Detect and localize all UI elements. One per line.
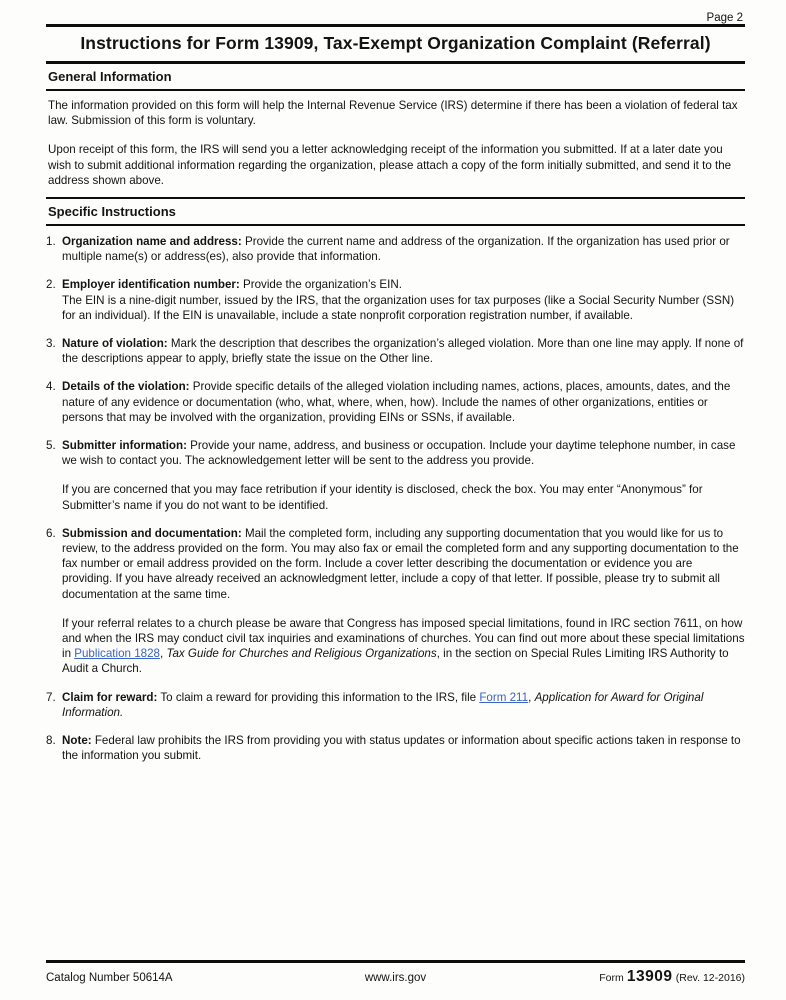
item-label: Organization name and address: [62,235,242,249]
item-body: , [528,690,535,704]
item-text [62,733,745,763]
form-title-italic: Application for Award for Original Information. [62,690,704,719]
item-body: Provide the organization’s EIN. [239,278,402,292]
item-label: Submission and documentation: [62,526,242,540]
item-label: Nature of violation: [62,337,168,351]
form-211-link[interactable]: Form 211 [479,690,529,704]
item-text [62,690,745,720]
item-number: 6. [46,526,56,540]
item-body: Provide the current name and address of the organization. If the organization has used prior or multiple name(s) or address(es), also provide that information. [62,235,730,264]
item-body: To claim a reward for providing this information to the IRS, file [157,690,480,704]
item-number: 3. [46,337,56,351]
section-heading-general-information: General Information [48,69,172,84]
item-label: Note: [62,734,92,748]
form-revision: (Rev. 12-2016) [675,972,745,984]
instruction-item-2 [46,277,745,323]
catalog-number: Catalog Number 50614A [46,972,173,984]
item-body: , [159,647,167,661]
item-text [62,438,745,468]
item-body: Provide specific details of the alleged violation including names, actions, places, amounts, dates, and the nature of any evidence or documentation (who, what, where, when, how). Include the names of other organizations, entities or persons that may be involved with the organization, providing EINs or SSNs, if available. [62,380,731,424]
instruction-item-8 [46,733,745,763]
item-text [62,277,745,292]
general-information-section [46,98,745,188]
instruction-item-3 [46,336,745,366]
paragraph: The information provided on this form will help the Internal Revenue Service (IRS) determine if there has been a violation of federal tax law. Submission of this form is voluntary. [48,99,738,128]
publication-title-italic: Tax Guide for Churches and Religious Organizations [166,647,437,661]
section-heading-specific-instructions: Specific Instructions [48,204,176,220]
form-word: Form [599,972,624,984]
form-title: Instructions for Form 13909, Tax-Exempt Organization Complaint (Referral) [80,33,711,53]
item-number: 4. [46,380,56,394]
irs-website: www.irs.gov [364,972,427,984]
item-number: 5. [46,439,56,453]
item-text [62,336,745,366]
footer-divider [46,960,745,963]
item-body: Federal law prohibits the IRS from providing you with status updates or information about specific actions taken in response to the information you submit. [62,734,741,763]
instruction-item-4 [46,379,745,425]
item-text [62,616,745,677]
divider [46,89,745,91]
item-text [62,234,745,264]
item-body: Mail the completed form, including any supporting documentation that you would like for us to review, to the address provided on the form. You may also fax or email the completed form and any supporting documentation to the fax number or email address provided on the form. Include a cover letter describing the documentation or evidence you are providing. If you have already received an acknowledgment letter, include a copy of that letter. If possible, please try to submit all documentation at the same time. [62,526,739,601]
item-number: 7. [46,690,56,704]
instruction-list [46,234,745,763]
item-text: If you are concerned that you may face retribution if your identity is disclosed, check the box. You may enter “Anonymous” for Submitter’s name if you do not want to be identified. [62,483,703,512]
item-body: If your referral relates to a church please be aware that Congress has imposed special limitations, found in IRC section 7611, on how and when the IRS may conduct civil tax inquiries and examinations of churches. You can find out more about these special limitations in [62,616,745,661]
paragraph: Upon receipt of this form, the IRS will send you a letter acknowledging receipt of the information you submitted. If at a later date you wish to submit additional information regarding the organization, please attach a copy of the form initially submitted, and send it to the address shown above. [48,143,732,187]
instruction-item-6 [46,526,745,677]
item-label: Details of the violation: [62,380,190,394]
page-footer [46,960,745,986]
item-label: Employer identification number: [62,278,240,292]
publication-1828-link[interactable]: Publication 1828 [74,647,160,661]
item-body: Provide your name, address, and business or occupation. Include your daytime telephone number, in case we wish to contact you. The acknowledgement letter will be sent to the address you provide. [62,439,736,468]
instruction-item-5 [46,438,745,513]
item-label: Claim for reward: [62,690,158,704]
item-text [62,379,745,425]
item-number: 8. [46,734,56,748]
instruction-item-7 [46,690,745,720]
item-label: Submitter information: [62,439,187,453]
item-number: 2. [46,278,56,292]
item-body: Mark the description that describes the organization’s alleged violation. More than one line may apply. If none of the descriptions appear to apply, briefly state the issue on the Other line. [62,337,744,366]
item-number: 1. [46,235,56,249]
item-text [62,526,745,602]
item-body: , in the section on Special Rules Limiting IRS Authority to Audit a Church. [62,647,729,676]
divider [46,224,745,226]
item-text: The EIN is a nine-digit number, issued by the IRS, that the organization uses for tax purposes (like a Social Security Number (SSN) for an individual). If the EIN is unavailable, include a state nonprofit corporation registration number, if available. [62,293,735,322]
form-number-block [512,968,745,986]
page-number: Page 2 [706,12,743,24]
form-number: 13909 [626,968,673,985]
instruction-item-1 [46,234,745,264]
